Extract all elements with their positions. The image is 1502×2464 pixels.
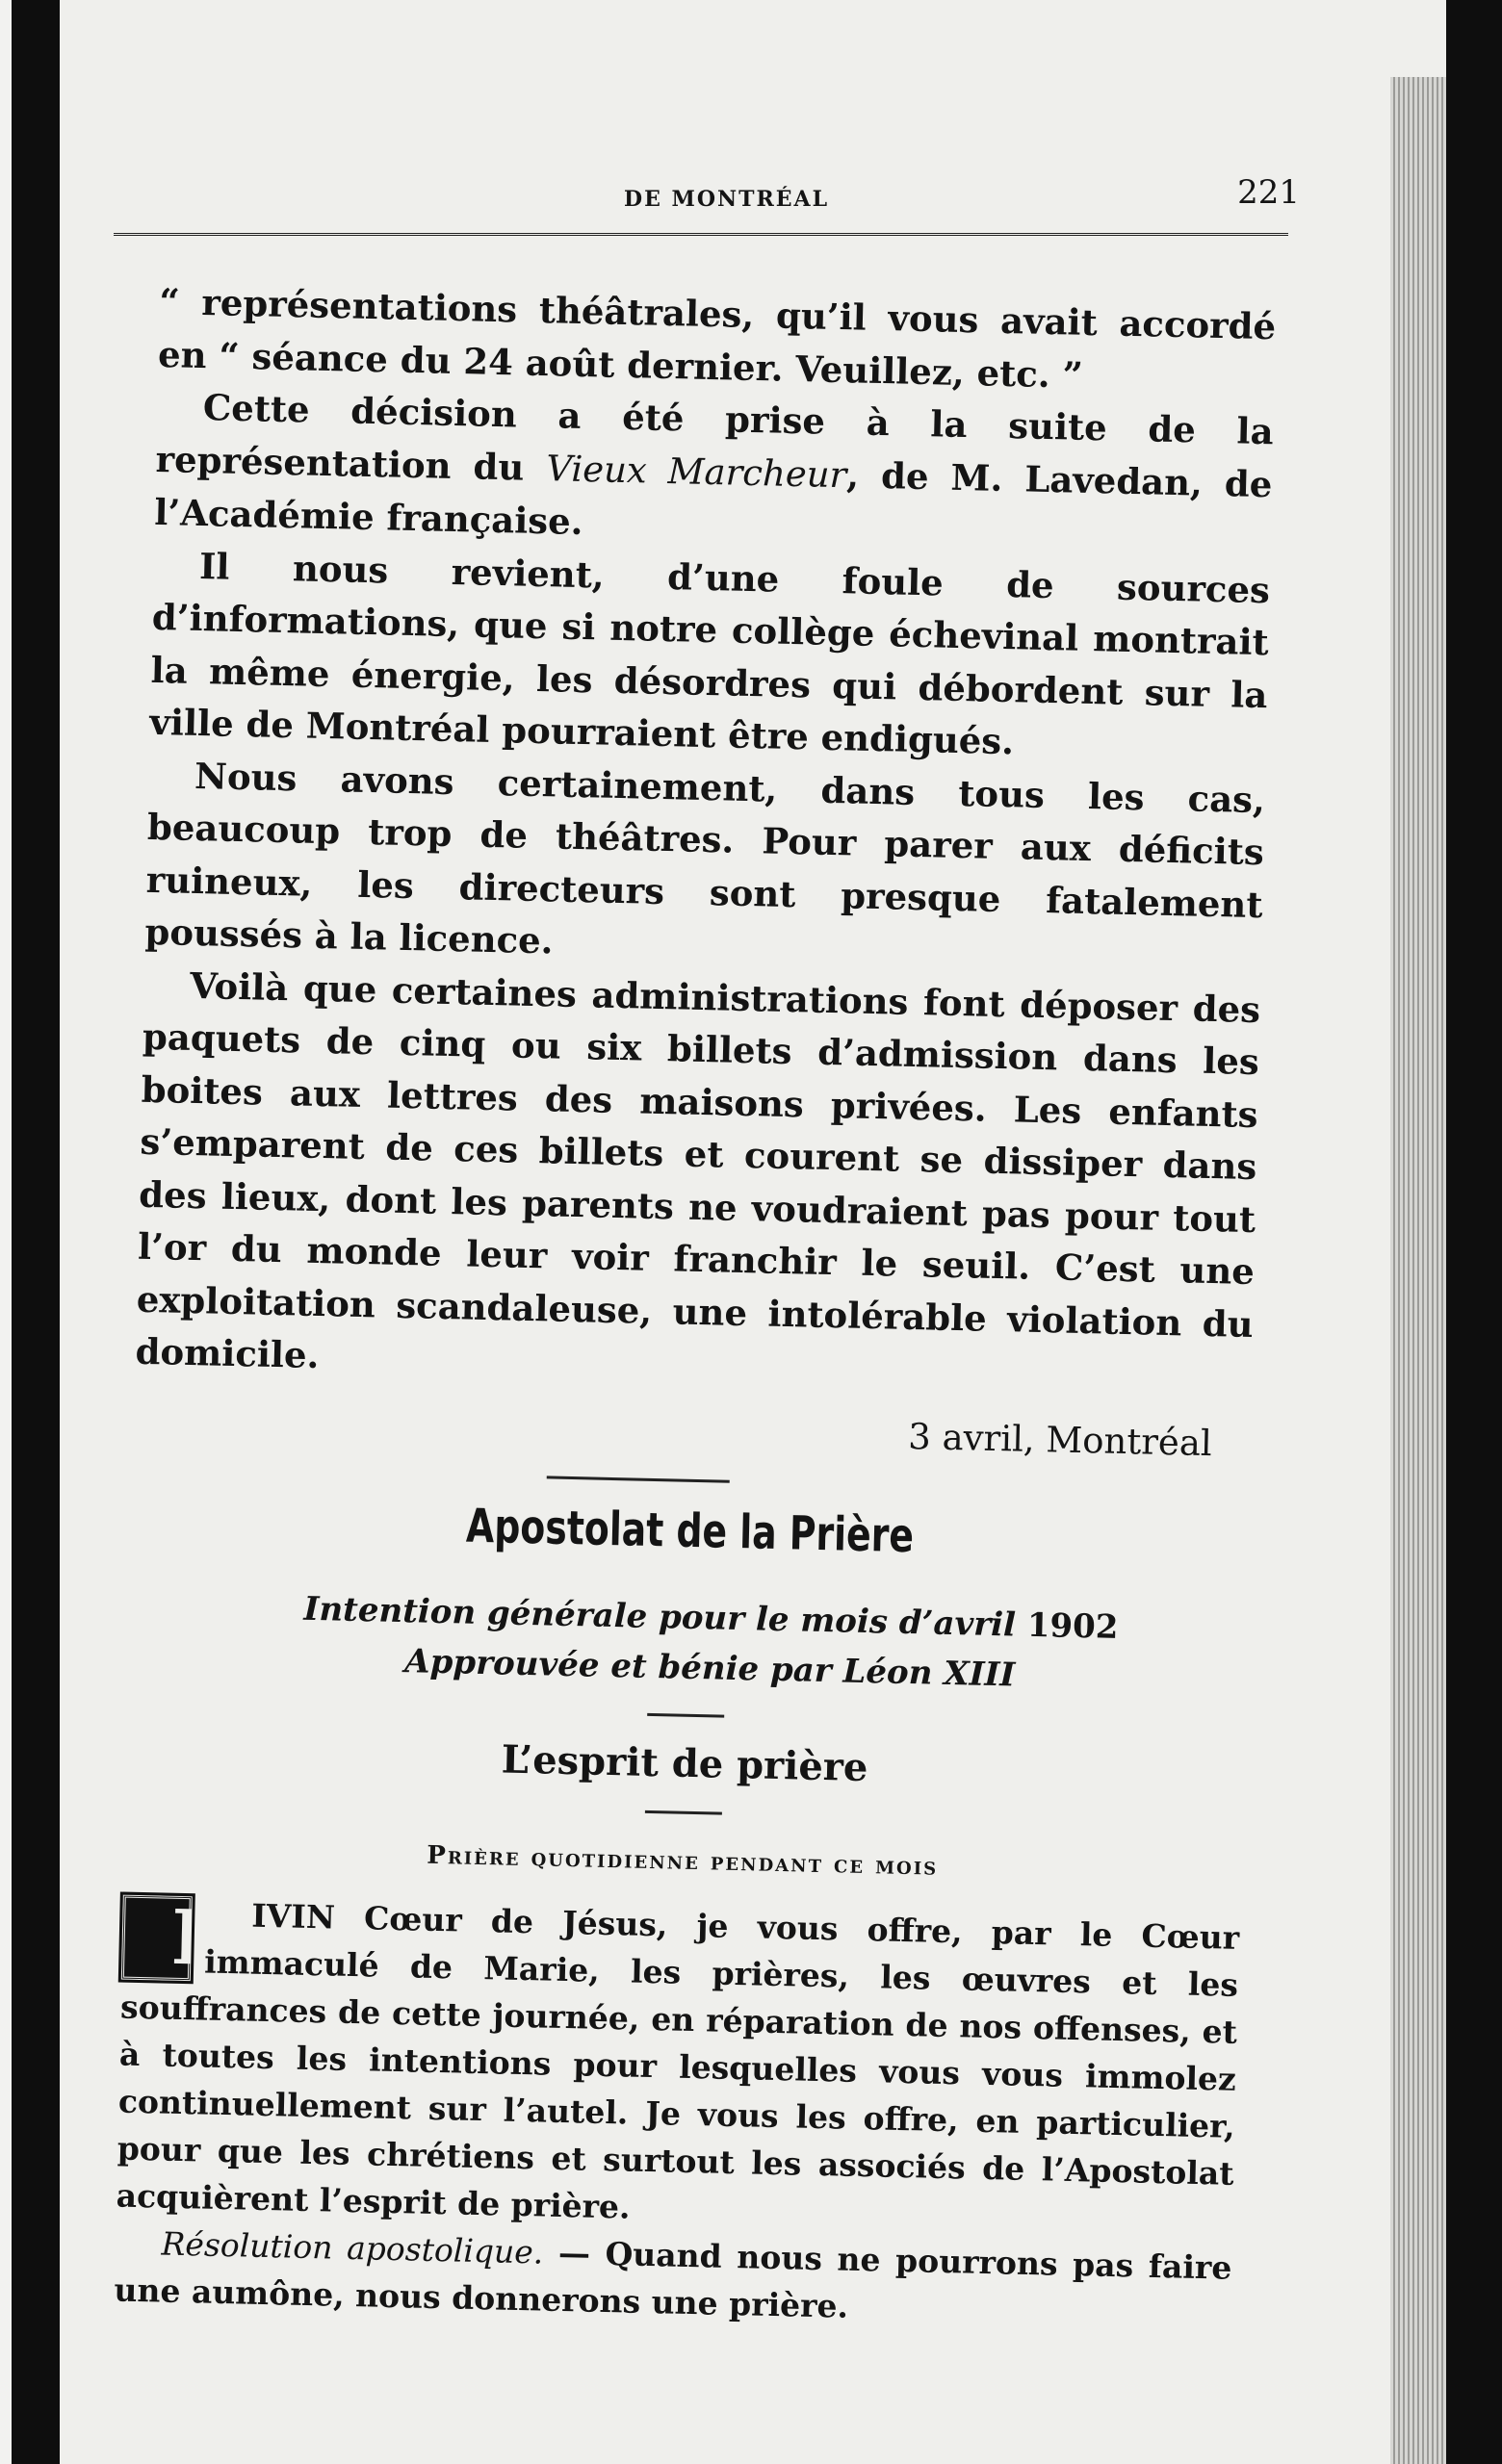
page-stack-edges [1390, 77, 1446, 2464]
intention-text: Intention générale pour le mois d’avril [303, 1589, 1017, 1645]
play-title: Vieux Marcheur [545, 447, 847, 496]
paragraph-quote-end: “ représentations théâtrales, qu’il vous avait accordé en “ séance du 24 août dernier. Veuillez, etc. ” [157, 279, 1277, 397]
section-title: Apostolat de la Prière [465, 1498, 915, 1563]
apostolat-section [123, 1493, 1249, 1901]
running-header [114, 162, 1300, 219]
page-number: 221 [1237, 173, 1300, 212]
prayer-title: Prière quotidienne pendant ce mois [426, 1840, 939, 1882]
resolution-lead: Résolution apostolique. [161, 2224, 544, 2272]
paragraph-theatres: Nous avons certainement, dans tous les cas, beaucoup trop de théâtres. Pour parer aux déficits ruineux, les directeurs sont presque fatalement poussés à la licence. [144, 754, 1266, 962]
scan-border-right [1446, 0, 1502, 2464]
spirit-title: L’esprit de prière [501, 1735, 868, 1790]
approval-line: Approuvée et bénie par Léon XIII [403, 1641, 1016, 1695]
header-rule [114, 233, 1288, 236]
paragraph-decision-start: Cette décision a été prise à la suite de la représentation du [155, 386, 1275, 489]
prayer-body: IVIN Cœur de Jésus, je vous offre, par le Cœur immaculé de Marie, les prières, les œuvres et les souffrances de cette journée, en réparation de nos offenses, et à toutes les intentions pour lesquelles vous vous immolez continuellement sur l’autel. Je vous les offre, en particulier, pour que les chrétiens et surtout les associés de l’Apostolat acquièrent l’esprit de prière. [116, 1896, 1240, 2226]
paragraph-decision-end: , de M. Lavedan, de l’Académie française. [153, 452, 1273, 544]
paragraph-tickets: Voilà que certaines administrations font déposer des paquets de cinq ou six billets d’admission dans les boites aux lettres des maisons privées. Les enfants s’emparent de ces billets et courent se dissiper dans des lieux, dont les parents ne voudraient pas pour tout l’or du monde leur voir franchir le seuil. C’est une exploitation scandaleuse, une intolérable violation du domicile. [135, 963, 1261, 1377]
dropcap-letter: D [121, 1894, 193, 1981]
section-divider [547, 1476, 730, 1482]
paragraph-decision [154, 380, 1274, 564]
scan-border-left [0, 0, 60, 2464]
prayer-text [116, 1888, 1239, 2244]
date-signature: 3 avril, Montréal [907, 1415, 1213, 1464]
paragraph-sources: Il nous revient, d’une foule de sources d’informations, que si notre collège échevinal montrait la même énergie, les désordres qui débordent sur la ville de Montréal pourraient être endigués. [148, 544, 1271, 763]
small-divider-1 [647, 1712, 724, 1717]
running-title: DE MONTRÉAL [624, 187, 830, 212]
body-text [114, 275, 1277, 2338]
small-divider-2 [645, 1810, 722, 1815]
intention-year: 1902 [1026, 1605, 1119, 1647]
resolution-text: — Quand nous ne pourrons pas faire une aumône, nous donnerons une prière. [114, 2233, 1232, 2325]
